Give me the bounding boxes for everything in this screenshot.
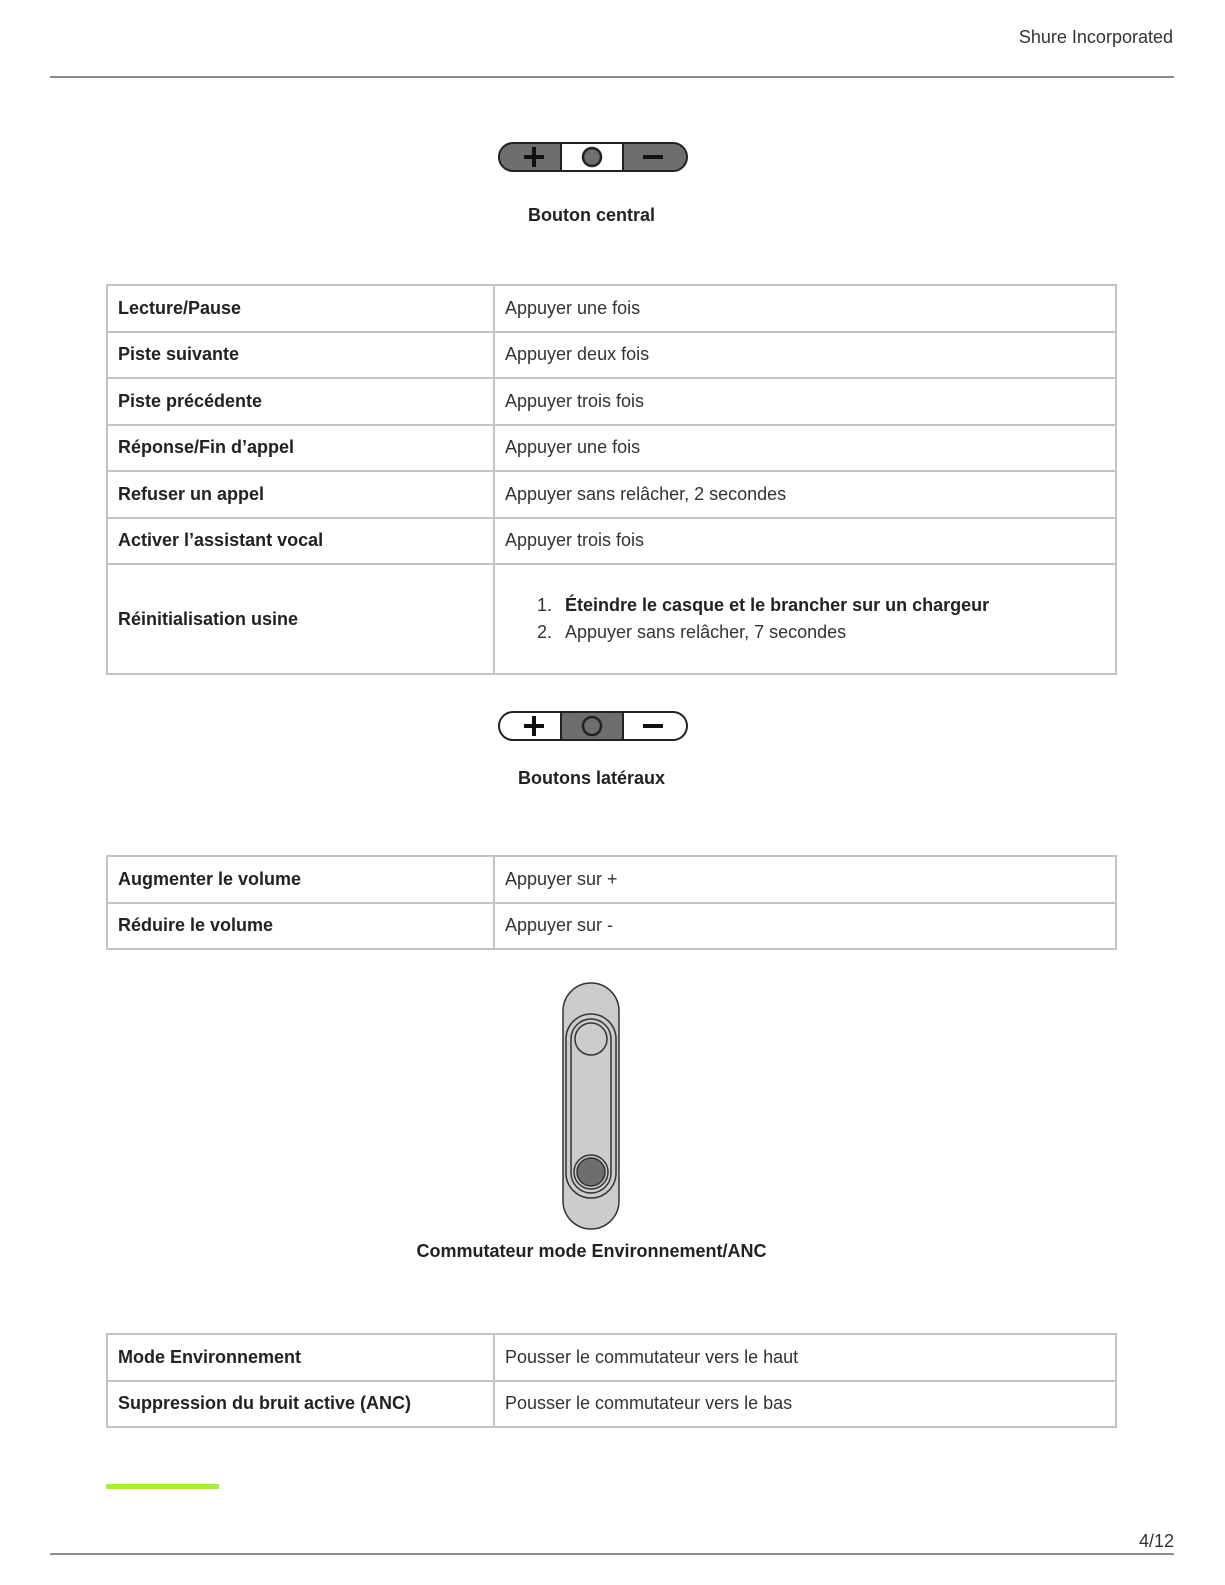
table-row: Augmenter le volume Appuyer sur +: [107, 856, 1116, 903]
side-buttons-table: [106, 855, 1117, 950]
table-row: Refuser un appel Appuyer sans relâcher, 2 secondes: [107, 471, 1116, 518]
section-caption: Bouton central: [527, 205, 655, 225]
anc-switch-diagram: [562, 982, 622, 1230]
table-row: Piste suivante Appuyer deux fois: [107, 332, 1116, 379]
header-divider: [50, 76, 1174, 78]
page-number: 4/12: [1138, 1531, 1174, 1551]
control-bar-side-figure: [0, 711, 1225, 741]
table-row: Réponse/Fin d’appel Appuyer une fois: [107, 425, 1116, 472]
table-row: Lecture/Pause Appuyer une fois: [107, 285, 1116, 332]
control-bar-center-figure: [0, 142, 1225, 172]
table-row: Réduire le volume Appuyer sur -: [107, 903, 1116, 950]
footer-divider: [50, 1553, 1174, 1555]
anc-switch-figure: [0, 982, 1225, 1230]
center-button-table: [106, 284, 1117, 675]
accent-bar: [106, 1484, 219, 1489]
section-caption: Commutateur mode Environnement/ANC: [416, 1241, 767, 1261]
list-item: 2. Appuyer sans relâcher, 7 secondes: [537, 622, 847, 642]
section-caption: Boutons latéraux: [517, 768, 666, 788]
switch-down-position-icon: [577, 1158, 605, 1186]
list-item: 1. Éteindre le casque et le brancher sur un chargeur: [537, 595, 990, 615]
reset-steps-list: [505, 592, 1105, 646]
center-dot-icon: [583, 717, 601, 735]
center-dot-icon: [583, 148, 601, 166]
table-row: Activer l’assistant vocal Appuyer trois fois: [107, 518, 1116, 565]
header-company-name: Shure Incorporated: [1018, 27, 1173, 47]
minus-icon: [643, 724, 663, 728]
switch-up-position-icon: [575, 1023, 607, 1055]
minus-icon: [643, 155, 663, 159]
center-button-diagram: [498, 142, 688, 172]
table-row: Mode Environnement Pousser le commutateur vers le haut: [107, 1334, 1116, 1381]
table-row: Réinitialisation usine 1. Éteindre le casque et le brancher sur un chargeur 2. Appuyer sans relâcher, 7 secondes: [107, 564, 1116, 674]
table-row: Suppression du bruit active (ANC) Pousser le commutateur vers le bas: [107, 1381, 1116, 1428]
table-row: Piste précédente Appuyer trois fois: [107, 378, 1116, 425]
side-buttons-diagram: [498, 711, 688, 741]
anc-switch-table: [106, 1333, 1117, 1428]
